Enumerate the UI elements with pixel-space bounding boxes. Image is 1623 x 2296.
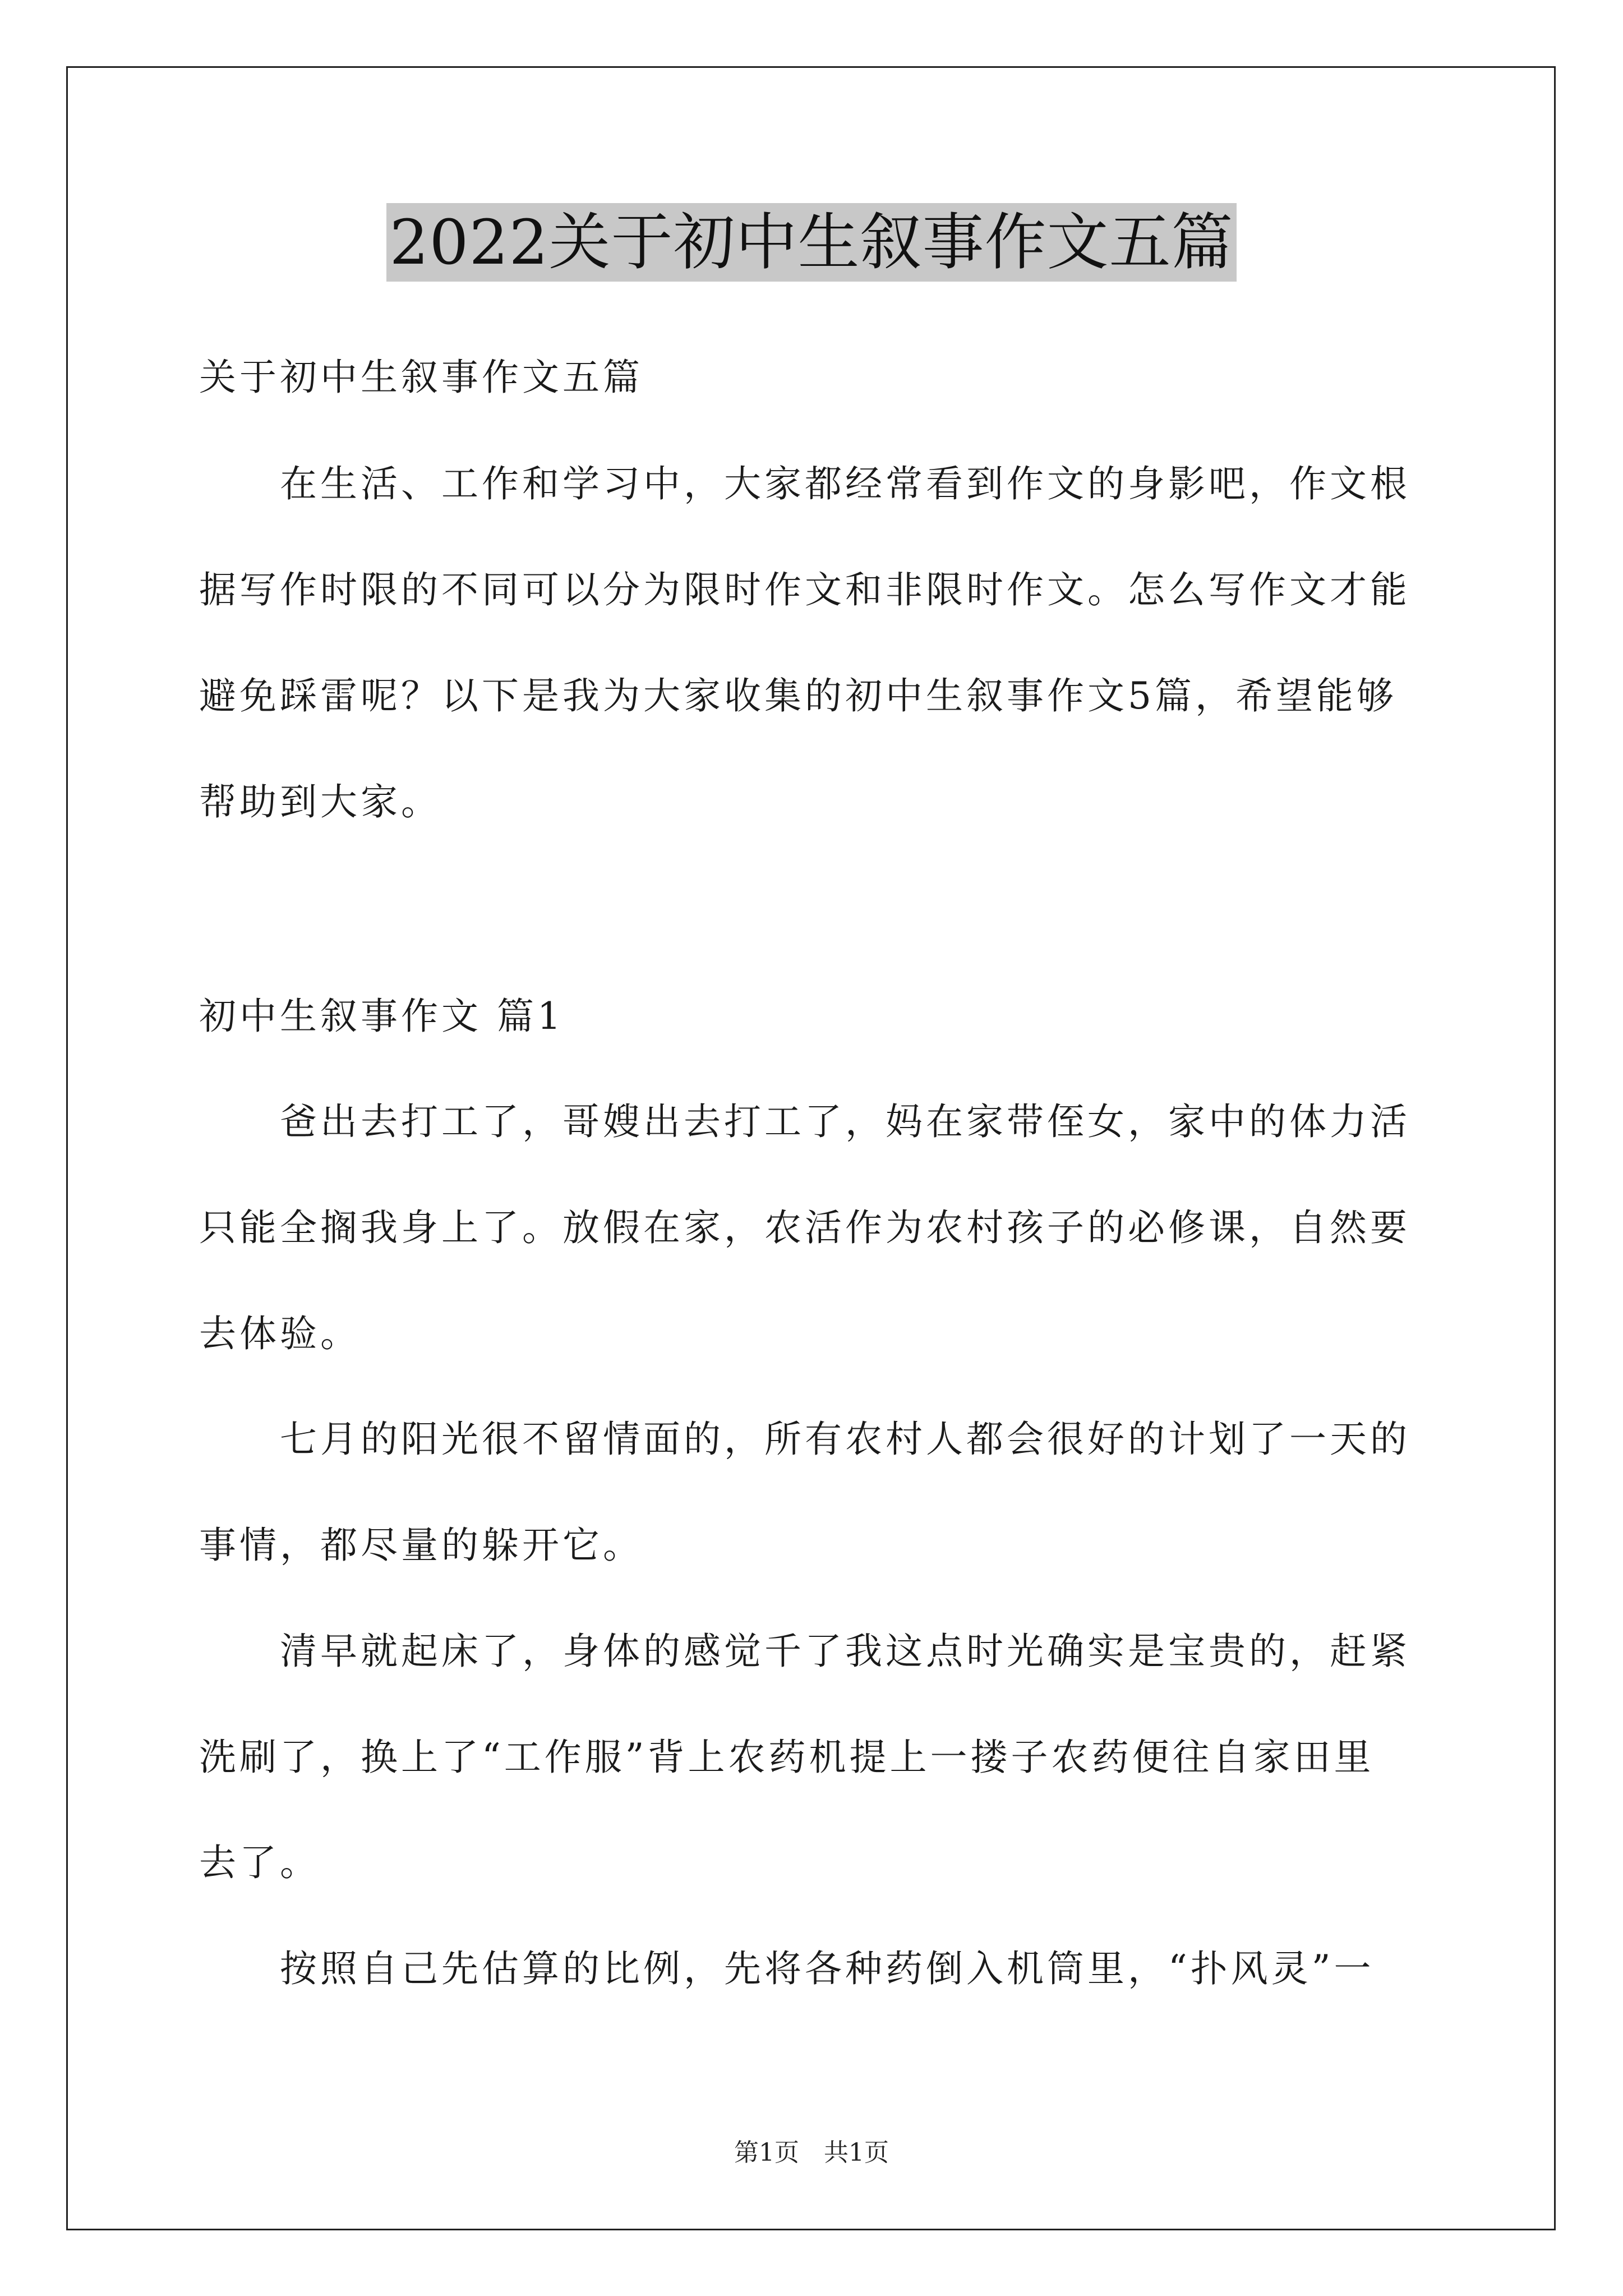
subtitle: 关于初中生叙事作文五篇: [199, 356, 643, 399]
paragraph-line: 据写作时限的不同可以分为限时作文和非限时作文。怎么写作文才能: [199, 568, 1410, 611]
paragraph-line: 去体验。: [199, 1312, 361, 1355]
paragraph-line: 事情，都尽量的躲开它。: [199, 1524, 643, 1567]
paragraph-line: 爸出去打工了，哥嫂出去打工了，妈在家带侄女，家中的体力活: [199, 1100, 1410, 1143]
document-title: 2022关于初中生叙事作文五篇: [386, 203, 1237, 282]
page-footer: 第1页 共1页: [734, 2138, 889, 2167]
paragraph-line: 按照自己先估算的比例，先将各种药倒入机筒里，“扑风灵”一: [199, 1947, 1375, 1990]
paragraph-line: 在生活、工作和学习中，大家都经常看到作文的身影吧，作文根: [199, 462, 1410, 505]
paragraph-line: 七月的阳光很不留情面的，所有农村人都会很好的计划了一天的: [199, 1418, 1410, 1461]
paragraph-line: 洗刷了，换上了“工作服”背上农药机提上一搂子农药便往自家田里: [199, 1736, 1375, 1779]
paragraph-line: 帮助到大家。: [199, 780, 441, 823]
section-heading: 初中生叙事作文 篇1: [199, 995, 564, 1038]
paragraph-line: 只能全搁我身上了。放假在家，农活作为农村孩子的必修课，自然要: [199, 1206, 1410, 1249]
paragraph-line: 避免踩雷呢？以下是我为大家收集的初中生叙事作文5篇，希望能够: [199, 674, 1397, 717]
paragraph-line: 清早就起床了，身体的感觉千了我这点时光确实是宝贵的，赶紧: [199, 1630, 1410, 1673]
paragraph-line: 去了。: [199, 1841, 320, 1884]
title-container: [0, 203, 1623, 282]
